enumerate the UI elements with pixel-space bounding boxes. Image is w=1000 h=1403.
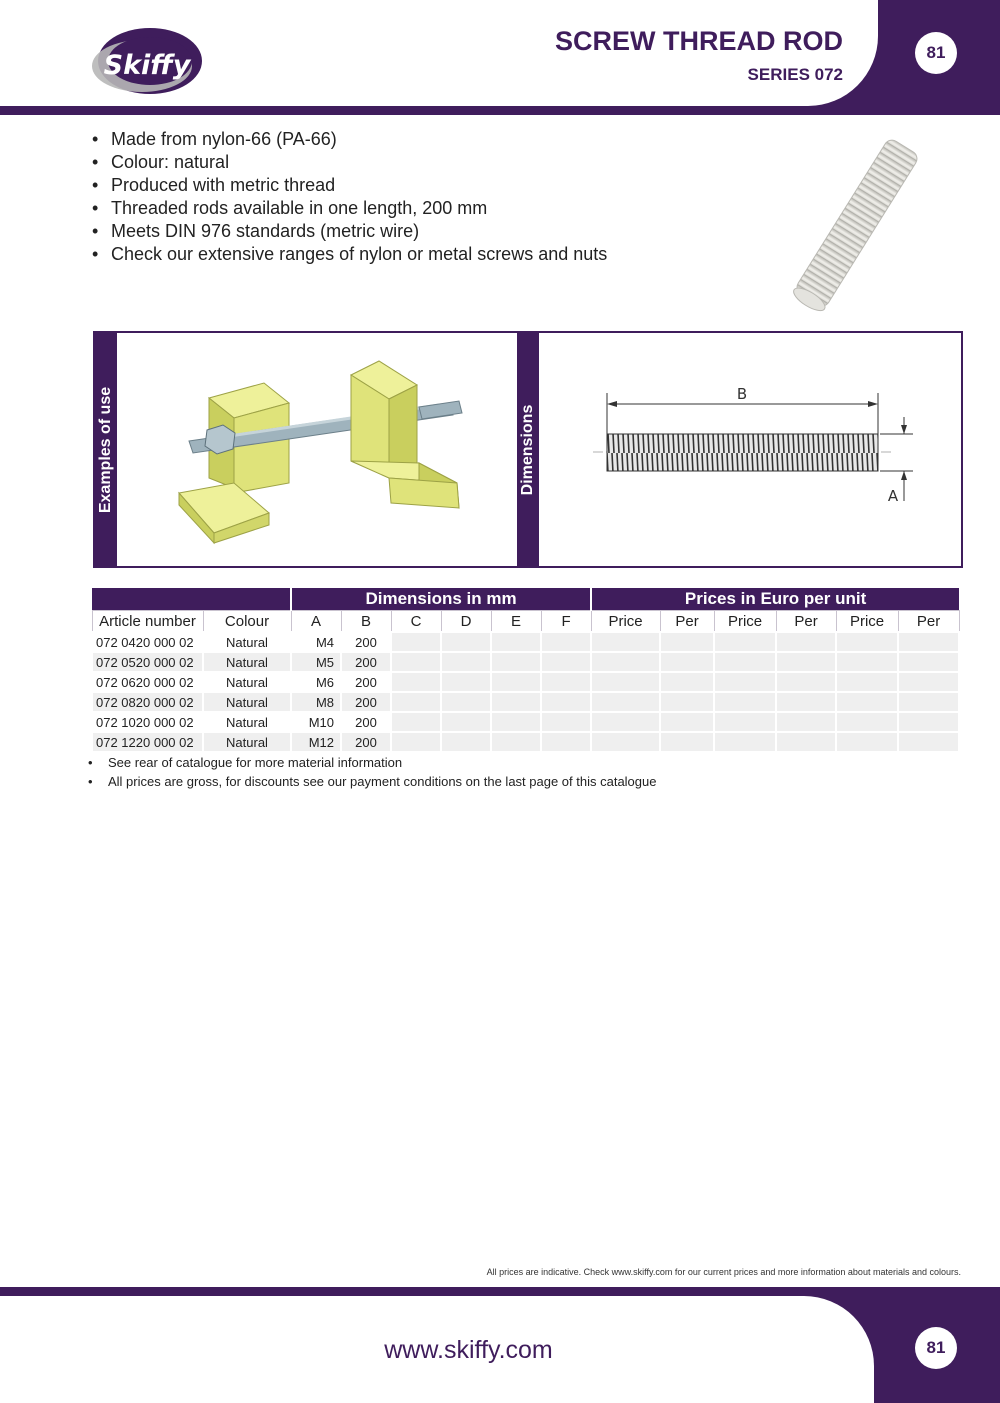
empty-cell <box>714 692 776 712</box>
col-header: D <box>441 611 491 633</box>
dimensions-label: Dimensions <box>517 333 539 566</box>
empty-cell <box>591 672 660 692</box>
empty-cell <box>391 632 441 652</box>
empty-cell <box>660 732 714 752</box>
dim-b-cell: 200 <box>341 732 391 752</box>
price-disclaimer: All prices are indicative. Check www.skiffy.com for our current prices and more information about materials and colours. <box>486 1267 961 1277</box>
feature-item: • Made from nylon-66 (PA-66) <box>92 128 607 151</box>
empty-cell <box>898 712 959 732</box>
empty-cell <box>491 652 541 672</box>
col-header: Per <box>660 611 714 633</box>
empty-cell <box>391 732 441 752</box>
empty-cell <box>660 632 714 652</box>
empty-cell <box>776 712 836 732</box>
table-row <box>92 652 959 672</box>
empty-cell <box>441 672 491 692</box>
article-number: 072 0820 000 02 <box>92 692 203 712</box>
empty-cell <box>660 672 714 692</box>
empty-cell <box>391 692 441 712</box>
col-header: Price <box>591 611 660 633</box>
empty-cell <box>491 732 541 752</box>
empty-cell <box>541 712 591 732</box>
empty-cell <box>441 712 491 732</box>
empty-cell <box>836 732 898 752</box>
dim-a-label: A <box>887 487 899 505</box>
empty-cell <box>591 712 660 732</box>
skiffy-logo[interactable] <box>90 20 205 100</box>
article-number: 072 1220 000 02 <box>92 732 203 752</box>
table-row <box>92 712 959 732</box>
empty-cell <box>591 692 660 712</box>
col-header: Article number <box>92 611 203 633</box>
empty-cell <box>441 652 491 672</box>
dim-a-cell: M4 <box>291 632 341 652</box>
website-link[interactable]: www.skiffy.com <box>384 1336 553 1364</box>
col-header: E <box>491 611 541 633</box>
footer-page-number-badge: 81 <box>915 1327 957 1369</box>
colour-cell: Natural <box>203 692 291 712</box>
dim-a-cell: M8 <box>291 692 341 712</box>
feature-list <box>92 128 607 266</box>
col-header: Colour <box>203 611 291 633</box>
col-header: Price <box>714 611 776 633</box>
empty-cell <box>898 652 959 672</box>
price-table <box>91 588 960 753</box>
empty-cell <box>836 652 898 672</box>
dim-a-cell: M10 <box>291 712 341 732</box>
empty-cell <box>441 632 491 652</box>
empty-cell <box>441 732 491 752</box>
product-rod-image <box>772 133 942 313</box>
colour-cell: Natural <box>203 672 291 692</box>
empty-cell <box>898 692 959 712</box>
empty-cell <box>836 632 898 652</box>
empty-cell <box>660 712 714 732</box>
empty-cell <box>898 672 959 692</box>
colour-cell: Natural <box>203 652 291 672</box>
notes-list <box>88 753 656 791</box>
table-row <box>92 632 959 652</box>
empty-cell <box>776 672 836 692</box>
dim-a-cell: M6 <box>291 672 341 692</box>
empty-cell <box>714 632 776 652</box>
empty-cell <box>898 632 959 652</box>
empty-cell <box>591 732 660 752</box>
empty-cell <box>776 652 836 672</box>
col-header: A <box>291 611 341 633</box>
examples-label: Examples of use <box>95 333 117 566</box>
empty-cell <box>541 732 591 752</box>
feature-item: • Meets DIN 976 standards (metric wire) <box>92 220 607 243</box>
empty-cell <box>391 672 441 692</box>
feature-item: • Threaded rods available in one length, 200 mm <box>92 197 607 220</box>
colour-cell: Natural <box>203 632 291 652</box>
series-subtitle: SERIES 072 <box>747 65 843 84</box>
colour-cell: Natural <box>203 712 291 732</box>
empty-cell <box>776 692 836 712</box>
empty-cell <box>541 692 591 712</box>
feature-item: • Check our extensive ranges of nylon or metal screws and nuts <box>92 243 607 266</box>
empty-cell <box>391 652 441 672</box>
article-number: 072 0520 000 02 <box>92 652 203 672</box>
group-prices: Prices in Euro per unit <box>591 588 959 611</box>
empty-cell <box>441 692 491 712</box>
group-dimensions: Dimensions in mm <box>291 588 591 611</box>
empty-cell <box>898 732 959 752</box>
dim-b-cell: 200 <box>341 672 391 692</box>
col-header: Per <box>776 611 836 633</box>
empty-cell <box>541 672 591 692</box>
examples-of-use-image <box>119 333 517 566</box>
dim-b-cell: 200 <box>341 712 391 732</box>
note-item: • All prices are gross, for discounts see our payment conditions on the last page of this catalogue <box>88 772 656 791</box>
illustration-panels <box>93 331 963 568</box>
table-row <box>92 732 959 752</box>
col-header: C <box>391 611 441 633</box>
article-number: 072 0420 000 02 <box>92 632 203 652</box>
table-row <box>92 692 959 712</box>
dim-a-cell: M12 <box>291 732 341 752</box>
table-column-header <box>92 611 959 633</box>
empty-cell <box>541 632 591 652</box>
col-header: B <box>341 611 391 633</box>
empty-cell <box>776 732 836 752</box>
colour-cell: Natural <box>203 732 291 752</box>
svg-text:Skiffy: Skiffy <box>103 50 191 81</box>
empty-cell <box>714 712 776 732</box>
empty-cell <box>491 692 541 712</box>
empty-cell <box>714 652 776 672</box>
empty-cell <box>541 652 591 672</box>
empty-cell <box>836 692 898 712</box>
page-title: SCREW THREAD ROD <box>555 26 843 56</box>
page-number-badge: 81 <box>915 32 957 74</box>
empty-cell <box>491 672 541 692</box>
dim-a-cell: M5 <box>291 652 341 672</box>
col-header: Price <box>836 611 898 633</box>
table-row <box>92 672 959 692</box>
empty-cell <box>491 712 541 732</box>
empty-cell <box>660 692 714 712</box>
empty-cell <box>591 652 660 672</box>
dim-b-label: B <box>736 385 748 403</box>
article-number: 072 0620 000 02 <box>92 672 203 692</box>
empty-cell <box>836 712 898 732</box>
empty-cell <box>591 632 660 652</box>
empty-cell <box>391 712 441 732</box>
empty-cell <box>836 672 898 692</box>
feature-item: • Produced with metric thread <box>92 174 607 197</box>
empty-cell <box>491 632 541 652</box>
article-number: 072 1020 000 02 <box>92 712 203 732</box>
dim-b-cell: 200 <box>341 632 391 652</box>
empty-cell <box>776 632 836 652</box>
note-item: • See rear of catalogue for more material information <box>88 753 656 772</box>
dim-b-cell: 200 <box>341 652 391 672</box>
dim-b-cell: 200 <box>341 692 391 712</box>
empty-cell <box>714 732 776 752</box>
table-group-header <box>92 588 959 611</box>
group-blank <box>92 588 291 611</box>
col-header: Per <box>898 611 959 633</box>
dimension-drawing <box>541 333 959 566</box>
feature-item: • Colour: natural <box>92 151 607 174</box>
empty-cell <box>714 672 776 692</box>
col-header: F <box>541 611 591 633</box>
empty-cell <box>660 652 714 672</box>
